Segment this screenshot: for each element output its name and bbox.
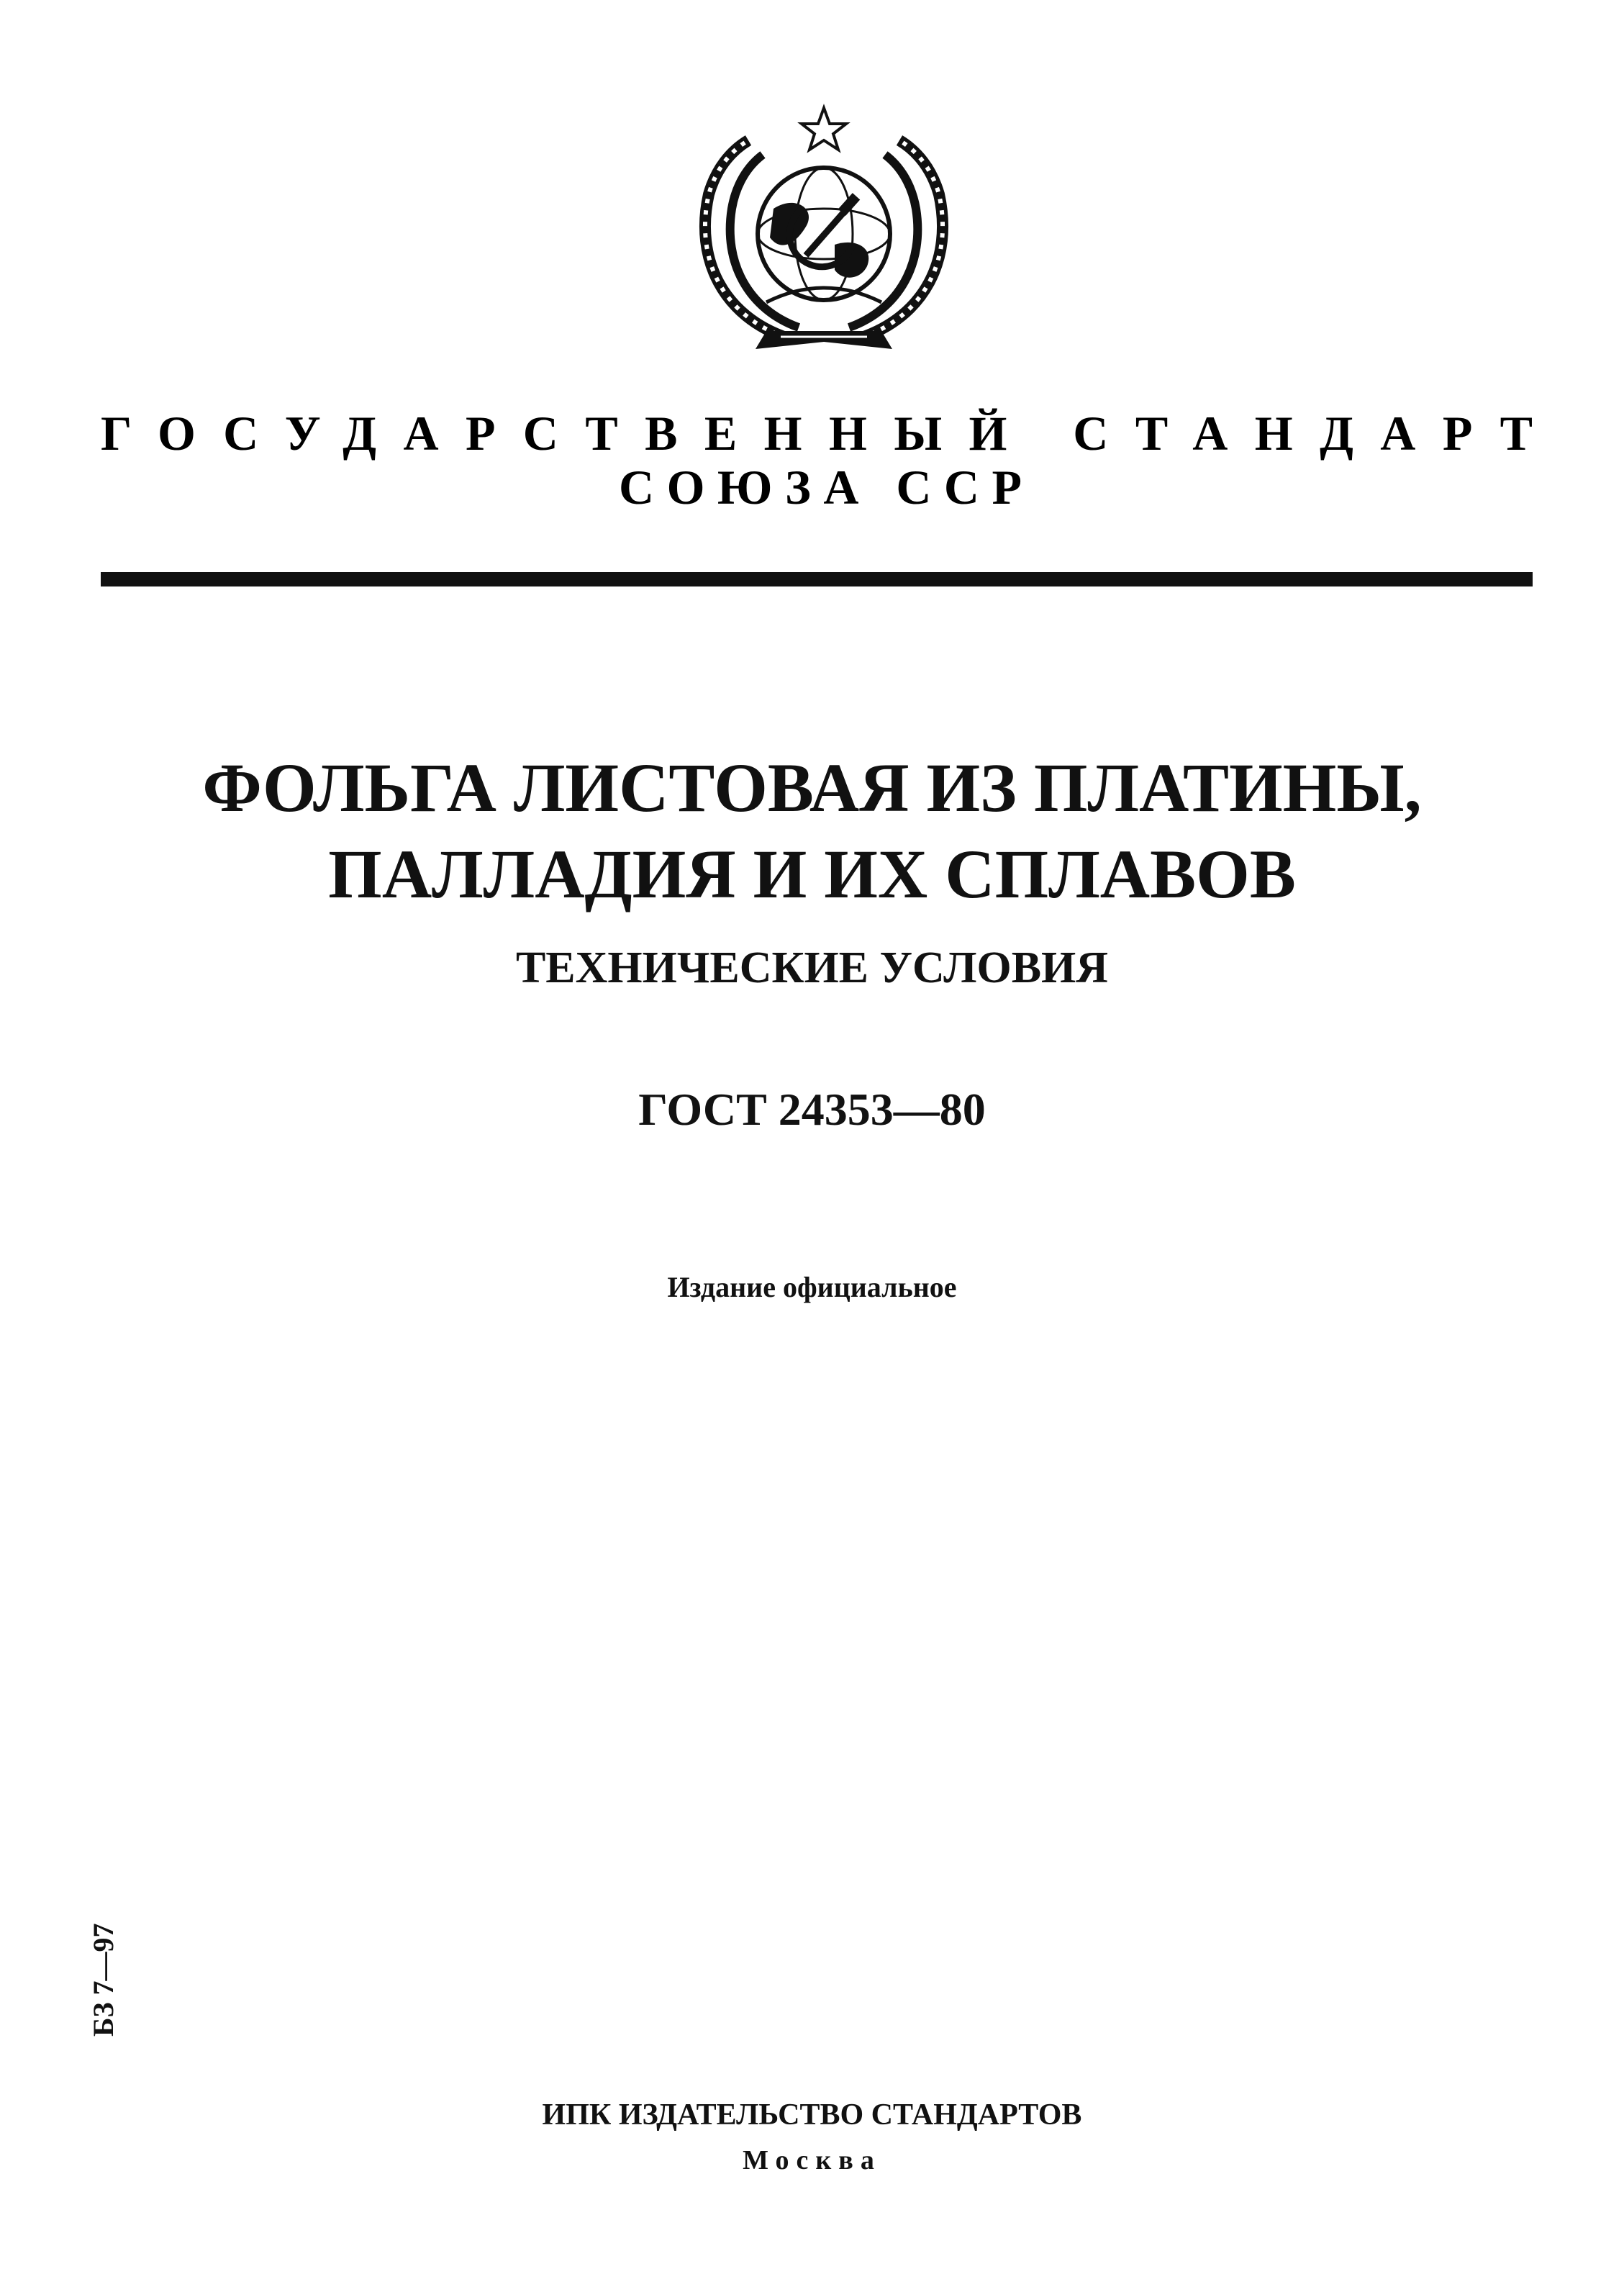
publisher-name: ИПК ИЗДАТЕЛЬСТВО СТАНДАРТОВ [542, 2098, 1082, 2132]
ussr-state-emblem-icon [680, 101, 968, 374]
document-title [144, 745, 1480, 918]
edition-note: Издание официальное [667, 1271, 957, 1303]
title-line-2: ПАЛЛАДИЯ И ИХ СПЛАВОВ [328, 835, 1296, 912]
side-code: БЗ 7—97 [87, 1923, 119, 2037]
standard-number: ГОСТ 24353—80 [638, 1084, 986, 1135]
publisher-city: Москва [743, 2145, 881, 2175]
header-line-2 [619, 453, 1022, 518]
header-ussr-text: СОЮЗА ССР [619, 460, 1022, 515]
header-divider [101, 572, 1533, 586]
title-line-1: ФОЛЬГА ЛИСТОВАЯ ИЗ ПЛАТИНЫ, [202, 749, 1422, 826]
document-subtitle: ТЕХНИЧЕСКИЕ УСЛОВИЯ [515, 943, 1109, 992]
header-state-standard-text: ГОСУДАРСТВЕННЫЙ СТАНДАРТ [101, 406, 1533, 461]
